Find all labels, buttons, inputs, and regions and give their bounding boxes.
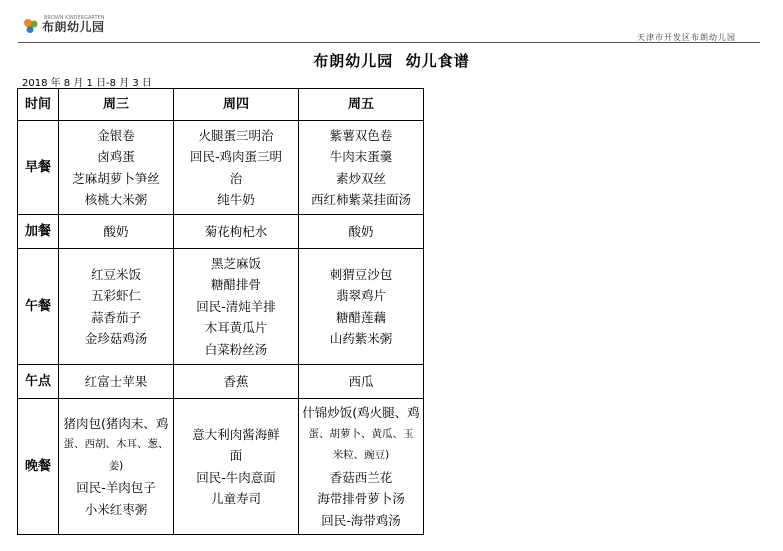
- menu-cell: [174, 215, 299, 249]
- menu-cell: [59, 399, 174, 535]
- day-header-wednesday: 周三: [59, 89, 174, 121]
- day-header-thursday: 周四: [174, 89, 299, 121]
- meal-label-snack: 加餐: [18, 215, 59, 249]
- menu-cell: [299, 365, 424, 399]
- menu-cell: [59, 365, 174, 399]
- menu-cell: [299, 121, 424, 215]
- menu-cell: [174, 249, 299, 365]
- day-header-friday: 周五: [299, 89, 424, 121]
- dish: 回民-羊肉包子: [76, 480, 156, 496]
- menu-cell: [59, 215, 174, 249]
- dish: 西红柿紫菜挂面汤: [310, 192, 411, 207]
- dish: 回民-牛肉意面: [196, 469, 276, 485]
- table-header-row: [18, 89, 424, 121]
- dish: 纯牛奶: [217, 192, 255, 207]
- menu-cell: [174, 365, 299, 399]
- page-title: 布朗幼儿园 幼儿食谱: [313, 52, 470, 70]
- logo-subtext: BROWN KINDERGARTEN: [44, 15, 105, 21]
- dish: 海带排骨萝卜汤: [317, 491, 405, 506]
- dish: 金珍菇鸡汤: [84, 331, 148, 346]
- menu-cell: [299, 399, 424, 535]
- dish-note: 姜): [108, 459, 124, 472]
- dish: 红富士苹果: [84, 373, 148, 389]
- dish: 五彩虾仁: [90, 288, 141, 303]
- dish: 火腿蛋三明治: [198, 127, 274, 143]
- dish: 回民-清炖羊排: [196, 298, 276, 314]
- header-bar: [18, 14, 760, 44]
- table-row-afternoon-snack: [18, 365, 424, 399]
- menu-cell: [59, 249, 174, 365]
- meal-label-afternoon-snack: 午点: [18, 365, 59, 399]
- dish: 回民-鸡肉蛋三明: [189, 149, 282, 164]
- dish: 香菇西兰花: [329, 469, 393, 485]
- dish: 牛肉末蛋羹: [329, 149, 393, 164]
- table-row-snack: [18, 215, 424, 249]
- table-row-lunch: [18, 249, 424, 365]
- dish: 红豆米饭: [90, 266, 141, 282]
- corner-header: 时间: [18, 89, 59, 121]
- menu-cell: [59, 121, 174, 215]
- dish: 什锦炒饭(鸡火腿、鸡: [302, 405, 420, 420]
- dish: 香蕉: [223, 373, 249, 389]
- dish: 木耳黄瓜片: [204, 320, 268, 336]
- dish: 意大利肉酱海鲜: [192, 426, 280, 442]
- menu-cell: [299, 215, 424, 249]
- dish: 卤鸡蛋: [97, 149, 135, 164]
- dish: 核桃大米粥: [84, 192, 148, 207]
- kindergarten-logo: [22, 17, 105, 35]
- dish-note: 蛋、西胡、木耳、葱、: [63, 438, 169, 451]
- dish: 黑芝麻饭: [210, 255, 261, 271]
- meal-label-dinner: 晚餐: [18, 399, 59, 535]
- meal-label-breakfast: 早餐: [18, 121, 59, 215]
- menu-cell: [174, 121, 299, 215]
- dish: 回民-海带鸡汤: [321, 512, 401, 528]
- menu-table: [17, 88, 424, 535]
- menu-cell: [299, 249, 424, 365]
- dish: 蒜香茄子: [90, 309, 141, 325]
- dish: 西瓜: [348, 373, 374, 389]
- meal-label-lunch: 午餐: [18, 249, 59, 365]
- dish: 芝麻胡萝卜笋丝: [72, 170, 160, 186]
- dish: 儿童寿司: [210, 491, 261, 506]
- dish-note: 米粒、豌豆): [332, 449, 390, 461]
- dish: 白菜粉丝汤: [204, 341, 268, 357]
- logo-emblem-icon: [22, 17, 40, 35]
- header-school-name: 天津市开发区布朗幼儿园: [637, 33, 736, 42]
- dish: 面: [229, 448, 243, 463]
- header-divider: [18, 42, 760, 43]
- dish: 猪肉包(猪肉末、鸡: [63, 415, 169, 431]
- dish: 山药紫米粥: [329, 331, 393, 346]
- dish: 金银卷: [97, 127, 135, 143]
- dish: 酸奶: [348, 223, 374, 239]
- dish: 素炒双丝: [335, 170, 386, 186]
- dish: 翡翠鸡片: [335, 288, 386, 303]
- dish: 糖醋莲藕: [335, 309, 386, 325]
- dish: 小米红枣粥: [84, 501, 148, 517]
- dish: 糖醋排骨: [210, 277, 261, 293]
- table-row-dinner: [18, 399, 424, 535]
- dish: 刺猬豆沙包: [329, 266, 393, 282]
- dish: 紫薯双色卷: [329, 127, 393, 143]
- logo-text: 布朗幼儿园: [42, 19, 105, 34]
- dish: 酸奶: [103, 223, 129, 239]
- date-range: 2018 年 8 月 1 日-8 月 3 日: [22, 78, 152, 89]
- dish: 菊花枸杞水: [204, 223, 268, 239]
- table-row-breakfast: [18, 121, 424, 215]
- dish-note: 蛋、胡萝卜、黄瓜、玉: [308, 427, 414, 440]
- menu-cell: [174, 399, 299, 535]
- dish: 治: [229, 170, 243, 186]
